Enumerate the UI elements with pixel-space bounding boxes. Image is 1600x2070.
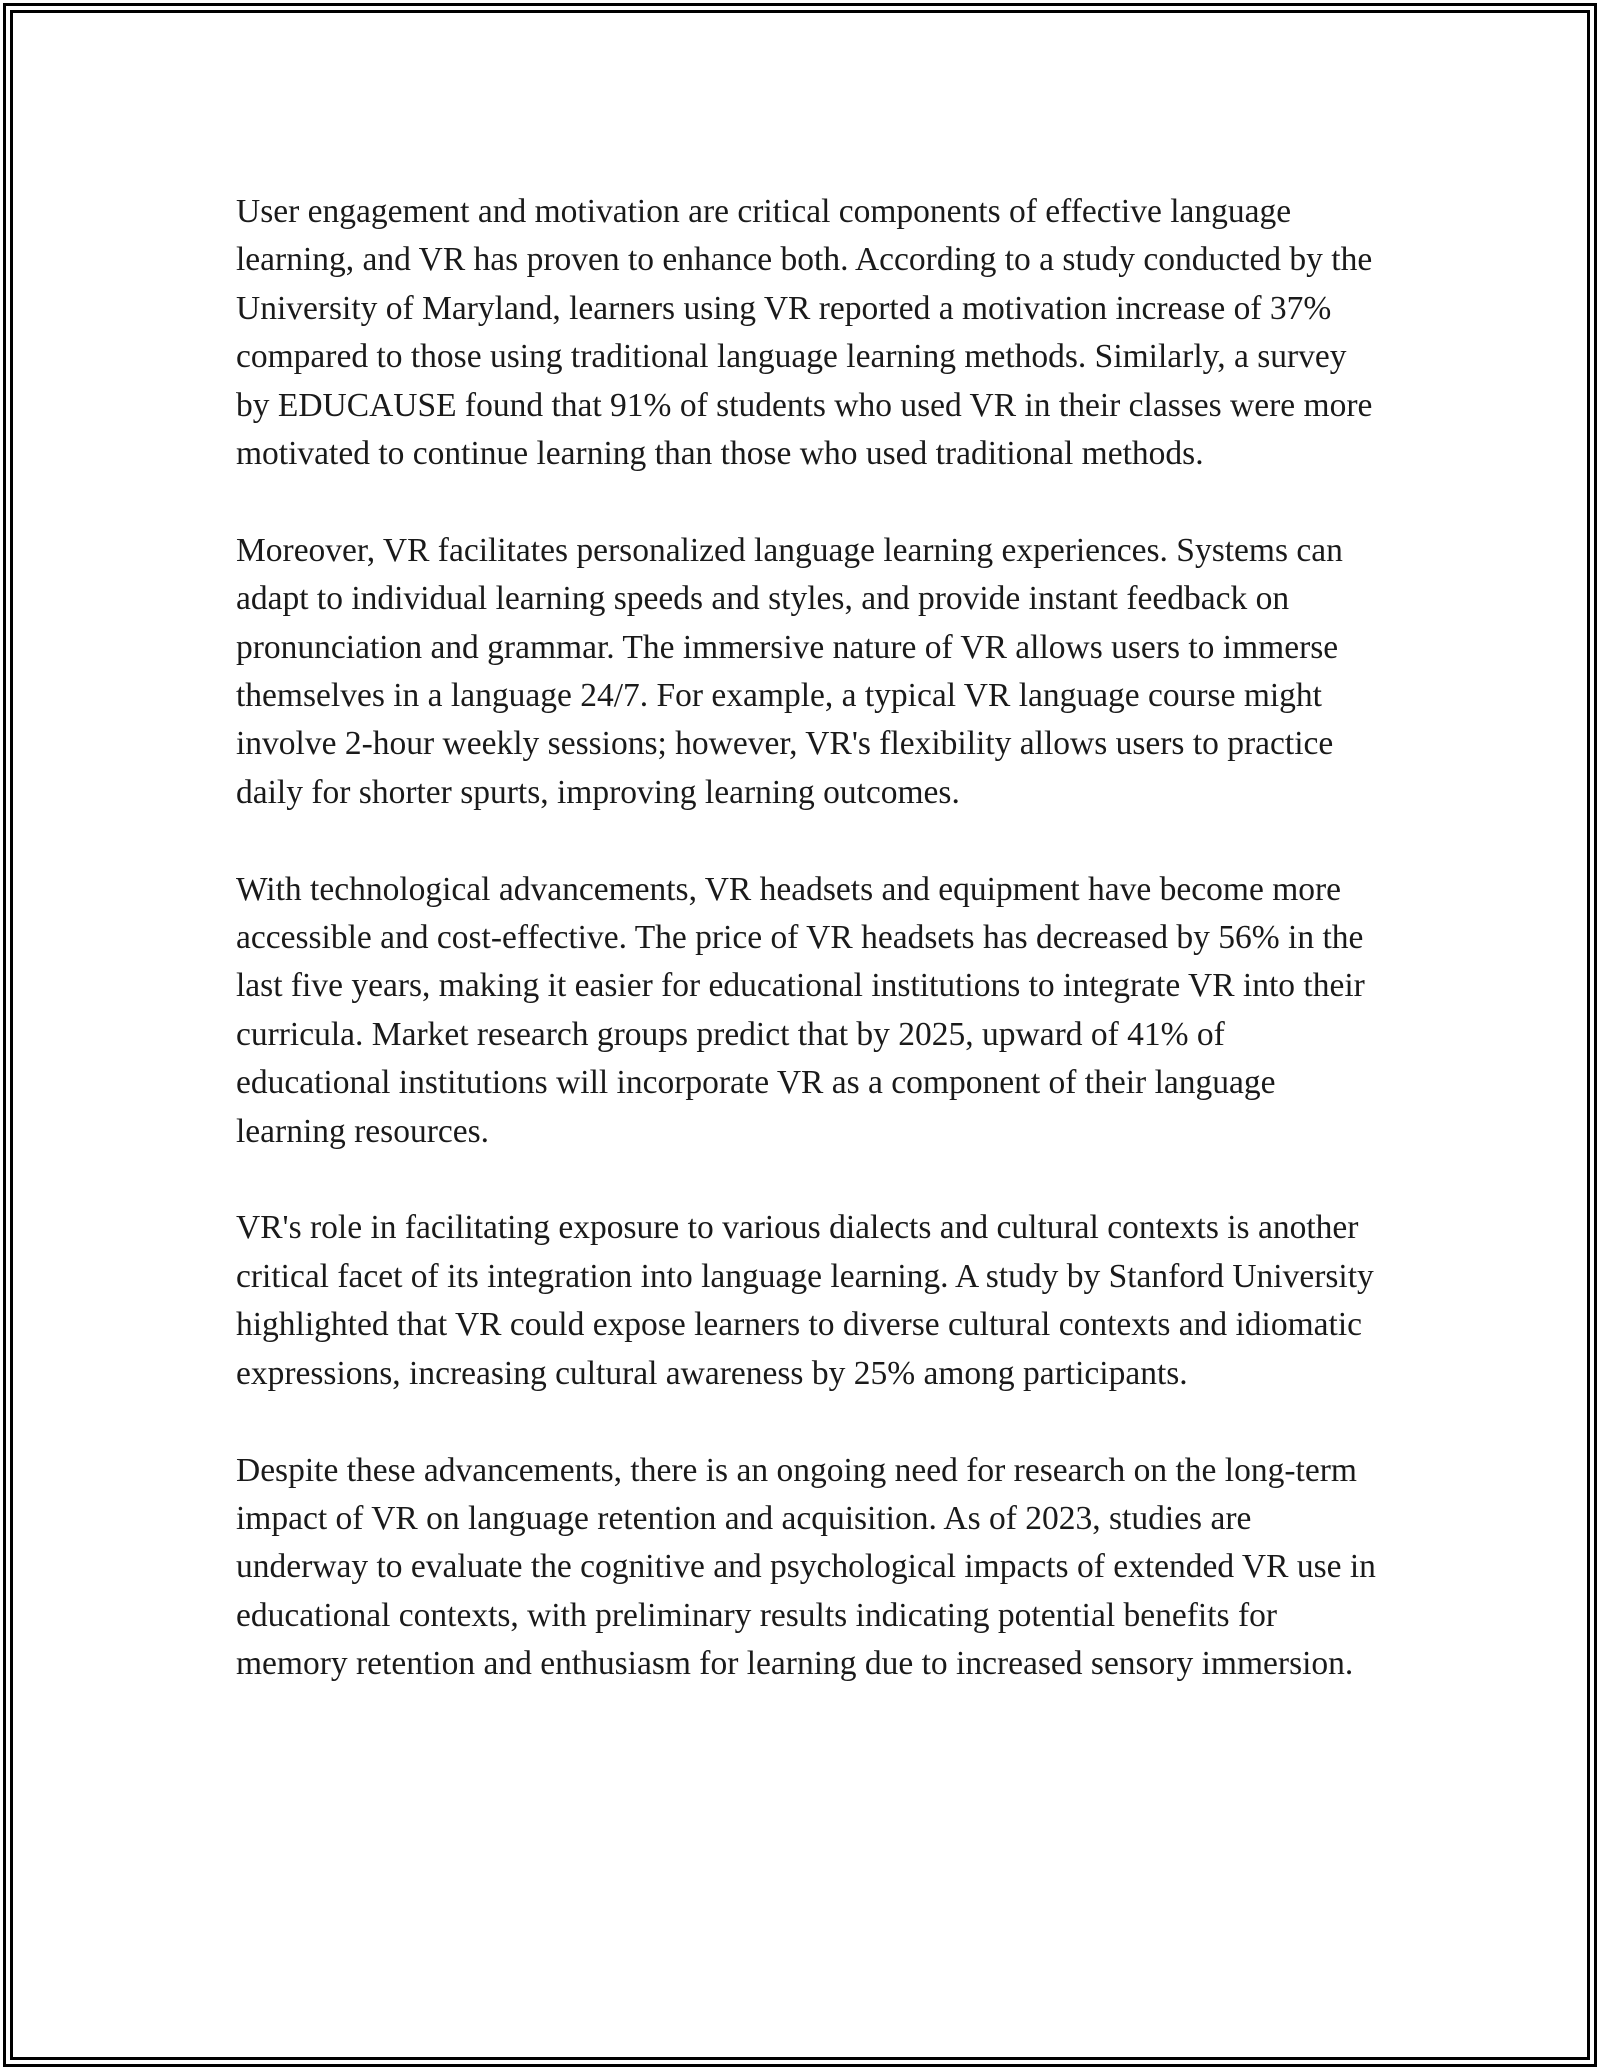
document-body bbox=[236, 188, 1376, 1737]
paragraph-engagement-motivation: User engagement and motivation are critical components of effective language learning, and VR has proven to enhance both. According to a study conducted by the University of Maryland, learners using VR reported a motivation increase of 37% compared to those using traditional language learning methods. Similarly, a survey by EDUCAUSE found that 91% of students who used VR in their classes were more motivated to continue learning than those who used traditional methods. bbox=[236, 193, 1373, 473]
paragraph-dialects-cultural-contexts: VR's role in facilitating exposure to various dialects and cultural contexts is another critical facet of its integration into language learning. A study by Stanford University highlighted that VR could expose learners to diverse cultural contexts and idiomatic expressions, increasing cultural awareness by 25% among participants. bbox=[236, 1209, 1374, 1392]
paragraph-personalized-learning: Moreover, VR facilitates personalized language learning experiences. Systems can adapt to individual learning speeds and styles, and provide instant feedback on pronunciation and grammar. The immersive nature of VR allows users to immerse themselves in a language 24/7. For example, a typical VR language course might involve 2-hour weekly sessions; however, VR's flexibility allows users to practice daily for shorter spurts, improving learning outcomes. bbox=[236, 531, 1343, 811]
paragraph-accessibility-cost: With technological advancements, VR headsets and equipment have become more accessible and cost-effective. The price of VR headsets has decreased by 56% in the last five years, making it easier for educational institutions to integrate VR into their curricula. Market research groups predict that by 2025, upward of 41% of educational institutions will incorporate VR as a component of their language learning resources. bbox=[236, 870, 1365, 1150]
paragraph-ongoing-research: Despite these advancements, there is an ongoing need for research on the long-term impact of VR on language retention and acquisition. As of 2023, studies are underway to evaluate the cognitive and psychological impacts of extended VR use in educational contexts, with preliminary results indicating potential benefits for memory retention and enthusiasm for learning due to increased sensory immersion. bbox=[236, 1451, 1376, 1683]
